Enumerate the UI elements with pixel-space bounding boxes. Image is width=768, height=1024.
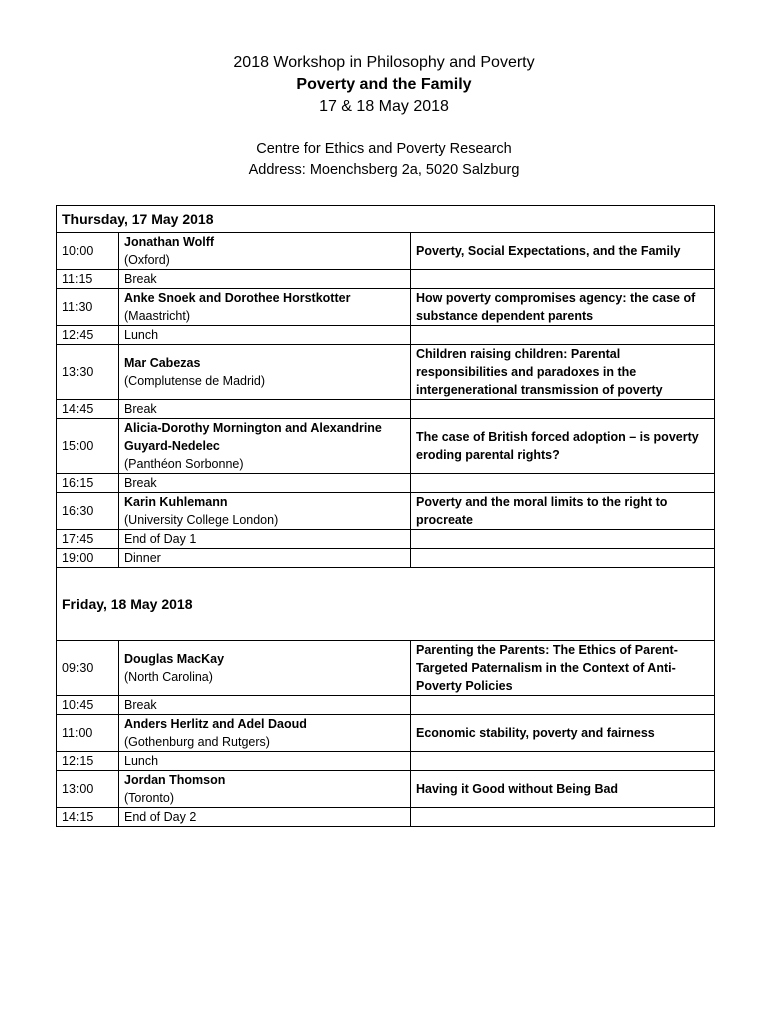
schedule-session-row: [57, 641, 715, 696]
session-title: Poverty, Social Expectations, and the Family: [411, 233, 715, 270]
document-header: [0, 52, 768, 118]
session-title: [411, 400, 715, 419]
schedule-break-row: [57, 400, 715, 419]
session-speaker-cell: [119, 715, 411, 752]
schedule-break-row: [57, 549, 715, 568]
session-title: [411, 696, 715, 715]
session-title: Poverty and the moral limits to the right to procreate: [411, 493, 715, 530]
speaker-affiliation: (University College London): [124, 513, 279, 527]
session-time: 16:30: [57, 493, 119, 530]
schedule-session-row: [57, 771, 715, 808]
speaker-name: Mar Cabezas: [124, 356, 201, 370]
venue-name: Centre for Ethics and Poverty Research: [256, 141, 512, 157]
workshop-dates: 17 & 18 May 2018: [319, 98, 449, 115]
speaker-affiliation: (Toronto): [124, 791, 175, 805]
session-time: 15:00: [57, 419, 119, 474]
venue-info: [0, 139, 768, 181]
session-title: [411, 326, 715, 345]
speaker-name: Alicia-Dorothy Mornington and Alexandrine Guyard-Nedelec: [124, 421, 382, 453]
speaker-affiliation: (North Carolina): [124, 670, 213, 684]
session-time: 11:30: [57, 289, 119, 326]
session-time: 17:45: [57, 530, 119, 549]
session-time: 12:45: [57, 326, 119, 345]
speaker-name: Karin Kuhlemann: [124, 495, 228, 509]
schedule-break-row: [57, 270, 715, 289]
day-header-row: [57, 568, 715, 641]
speaker-name: Jonathan Wolff: [124, 235, 215, 249]
session-time: 10:45: [57, 696, 119, 715]
session-time: 11:15: [57, 270, 119, 289]
session-time: 10:00: [57, 233, 119, 270]
session-speaker-cell: [119, 289, 411, 326]
speaker-affiliation: (Panthéon Sorbonne): [124, 457, 244, 471]
schedule-break-row: [57, 752, 715, 771]
session-title: The case of British forced adoption – is poverty eroding parental rights?: [411, 419, 715, 474]
session-time: 14:45: [57, 400, 119, 419]
session-time: 16:15: [57, 474, 119, 493]
session-speaker-cell: [119, 493, 411, 530]
session-title: [411, 530, 715, 549]
speaker-affiliation: (Maastricht): [124, 309, 190, 323]
session-speaker-cell: [119, 233, 411, 270]
session-title: Parenting the Parents: The Ethics of Parent-Targeted Paternalism in the Context of Anti-Poverty Policies: [411, 641, 715, 696]
speaker-name: Douglas MacKay: [124, 652, 225, 666]
session-time: 12:15: [57, 752, 119, 771]
session-time: 09:30: [57, 641, 119, 696]
speaker-name: Jordan Thomson: [124, 773, 226, 787]
session-label: Break: [119, 400, 411, 419]
schedule-session-row: [57, 289, 715, 326]
schedule-break-row: [57, 808, 715, 827]
schedule-session-row: [57, 493, 715, 530]
session-time: 11:00: [57, 715, 119, 752]
speaker-affiliation: (Oxford): [124, 253, 170, 267]
session-time: 13:00: [57, 771, 119, 808]
schedule-session-row: [57, 419, 715, 474]
day-label: Thursday, 17 May 2018: [57, 206, 715, 233]
session-time: 13:30: [57, 345, 119, 400]
session-title: Children raising children: Parental responsibilities and paradoxes in the intergenerational transmission of poverty: [411, 345, 715, 400]
workshop-title: Poverty and the Family: [296, 76, 472, 93]
session-title: Economic stability, poverty and fairness: [411, 715, 715, 752]
session-label: End of Day 1: [119, 530, 411, 549]
session-label: Lunch: [119, 752, 411, 771]
schedule-break-row: [57, 696, 715, 715]
session-label: Dinner: [119, 549, 411, 568]
speaker-name: Anke Snoek and Dorothee Horstkotter: [124, 291, 351, 305]
session-title: Having it Good without Being Bad: [411, 771, 715, 808]
workshop-series-title: 2018 Workshop in Philosophy and Poverty: [233, 54, 535, 71]
speaker-affiliation: (Gothenburg and Rutgers): [124, 735, 270, 749]
schedule-break-row: [57, 326, 715, 345]
session-label: Break: [119, 474, 411, 493]
venue-address: Address: Moenchsberg 2a, 5020 Salzburg: [248, 162, 520, 178]
session-speaker-cell: [119, 419, 411, 474]
session-label: Break: [119, 696, 411, 715]
session-title: [411, 474, 715, 493]
schedule-table: [56, 205, 715, 827]
schedule-break-row: [57, 474, 715, 493]
speaker-affiliation: (Complutense de Madrid): [124, 374, 266, 388]
session-title: [411, 270, 715, 289]
session-speaker-cell: [119, 771, 411, 808]
session-label: Break: [119, 270, 411, 289]
session-time: 19:00: [57, 549, 119, 568]
session-label: Lunch: [119, 326, 411, 345]
session-title: How poverty compromises agency: the case of substance dependent parents: [411, 289, 715, 326]
day-label: Friday, 18 May 2018: [57, 568, 715, 641]
day-header-row: [57, 206, 715, 233]
session-speaker-cell: [119, 345, 411, 400]
session-title: [411, 549, 715, 568]
session-title: [411, 808, 715, 827]
session-label: End of Day 2: [119, 808, 411, 827]
session-time: 14:15: [57, 808, 119, 827]
schedule-session-row: [57, 345, 715, 400]
session-title: [411, 752, 715, 771]
schedule-session-row: [57, 233, 715, 270]
schedule-break-row: [57, 530, 715, 549]
session-speaker-cell: [119, 641, 411, 696]
schedule-session-row: [57, 715, 715, 752]
speaker-name: Anders Herlitz and Adel Daoud: [124, 717, 307, 731]
